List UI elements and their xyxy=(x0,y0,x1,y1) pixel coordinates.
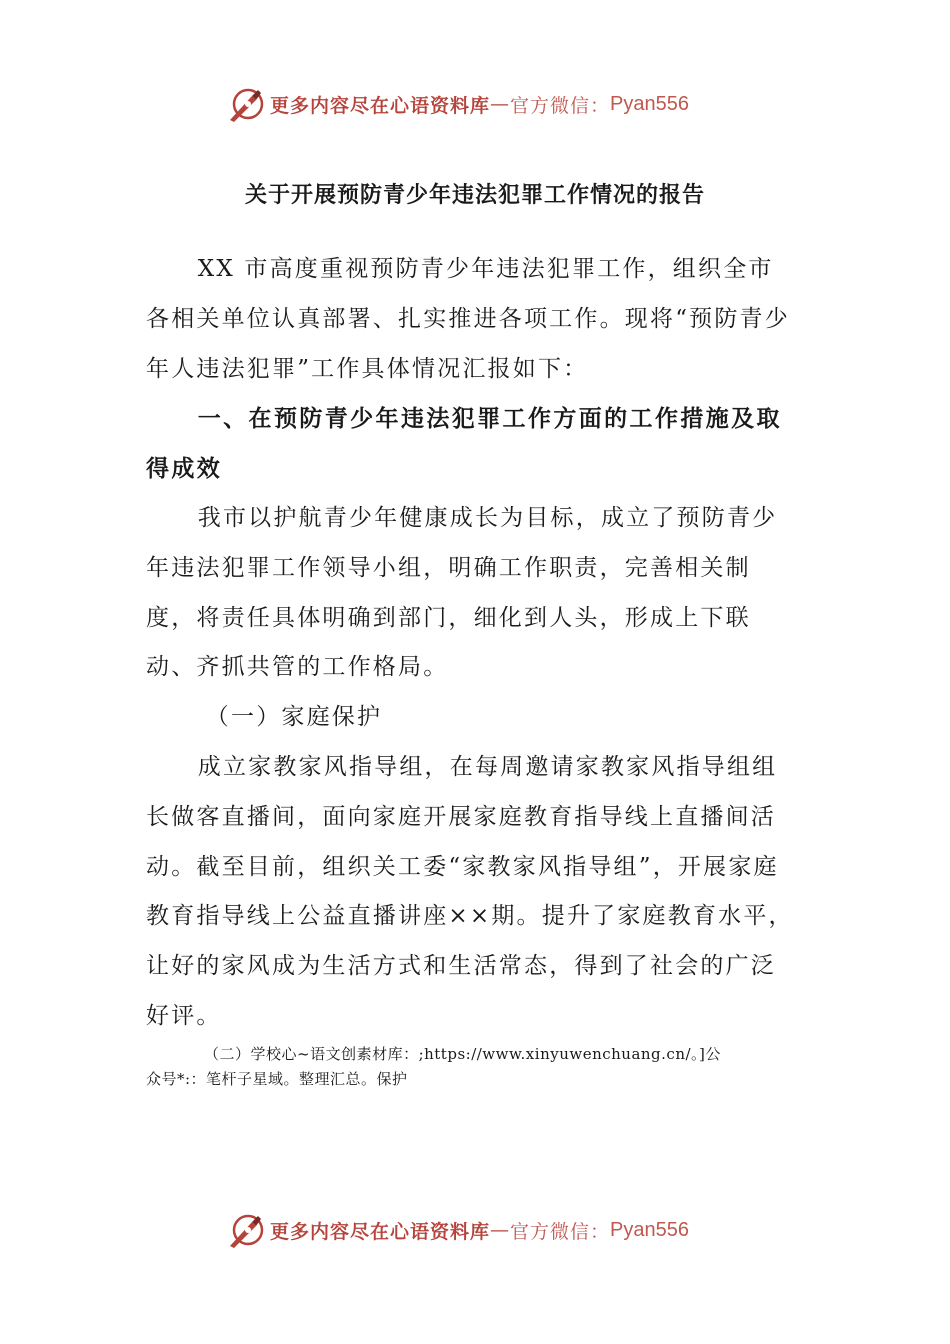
section-heading: 一、在预防青少年违法犯罪工作方面的工作措施及取得成效 xyxy=(146,405,782,483)
document-title: 关于开展预防青少年违法犯罪工作情况的报告 xyxy=(244,182,705,208)
footer-banner xyxy=(226,1210,689,1250)
banner-brand: 更多内容尽在心语资料库 xyxy=(270,94,491,117)
banner-wechat-id: Pyan556 xyxy=(610,1218,689,1241)
pen-logo-icon xyxy=(226,84,266,124)
note-line: （二）学校心~语文创素材库：;https://www.xinyuwenchuang.cn/。]公 xyxy=(204,1045,721,1063)
note-line: 众号*:：笔杆子星域。整理汇总。保护 xyxy=(146,1070,408,1088)
banner-wechat-label: 官方微信： xyxy=(510,1220,611,1243)
watermark-note xyxy=(146,1042,806,1092)
body-paragraph: 我市以护航青少年健康成长为目标，成立了预防青少年违法犯罪工作领导小组，明确工作职责，完善相关制度，将责任具体明确到部门，细化到人头，形成上下联动、齐抓共管的工作格局。 xyxy=(146,504,778,681)
banner-wechat-label: 官方微信： xyxy=(510,94,611,117)
banner-wechat-id: Pyan556 xyxy=(610,92,689,115)
header-banner xyxy=(226,84,689,124)
banner-dash: — xyxy=(490,93,511,115)
pen-logo-icon xyxy=(226,1210,266,1250)
body-paragraph: 成立家教家风指导组，在每周邀请家教家风指导组组长做客直播间，面向家庭开展家庭教育指导线上直播间活动。截至目前，组织关工委“家教家风指导组”，开展家庭教育指导线上公益直播讲座××期。提升了家庭教育水平，让好的家风成为生活方式和生活常态，得到了社会的广泛好评。 xyxy=(146,753,794,1029)
document-body xyxy=(146,245,796,1042)
subsection-heading: （一）家庭保护 xyxy=(205,704,383,731)
banner-dash: — xyxy=(490,1219,511,1241)
banner-brand: 更多内容尽在心语资料库 xyxy=(270,1220,491,1243)
intro-paragraph: XX 市高度重视预防青少年违法犯罪工作，组织全市各相关单位认真部署、扎实推进各项工作。现将“预防青少年人违法犯罪”工作具体情况汇报如下： xyxy=(146,256,790,382)
